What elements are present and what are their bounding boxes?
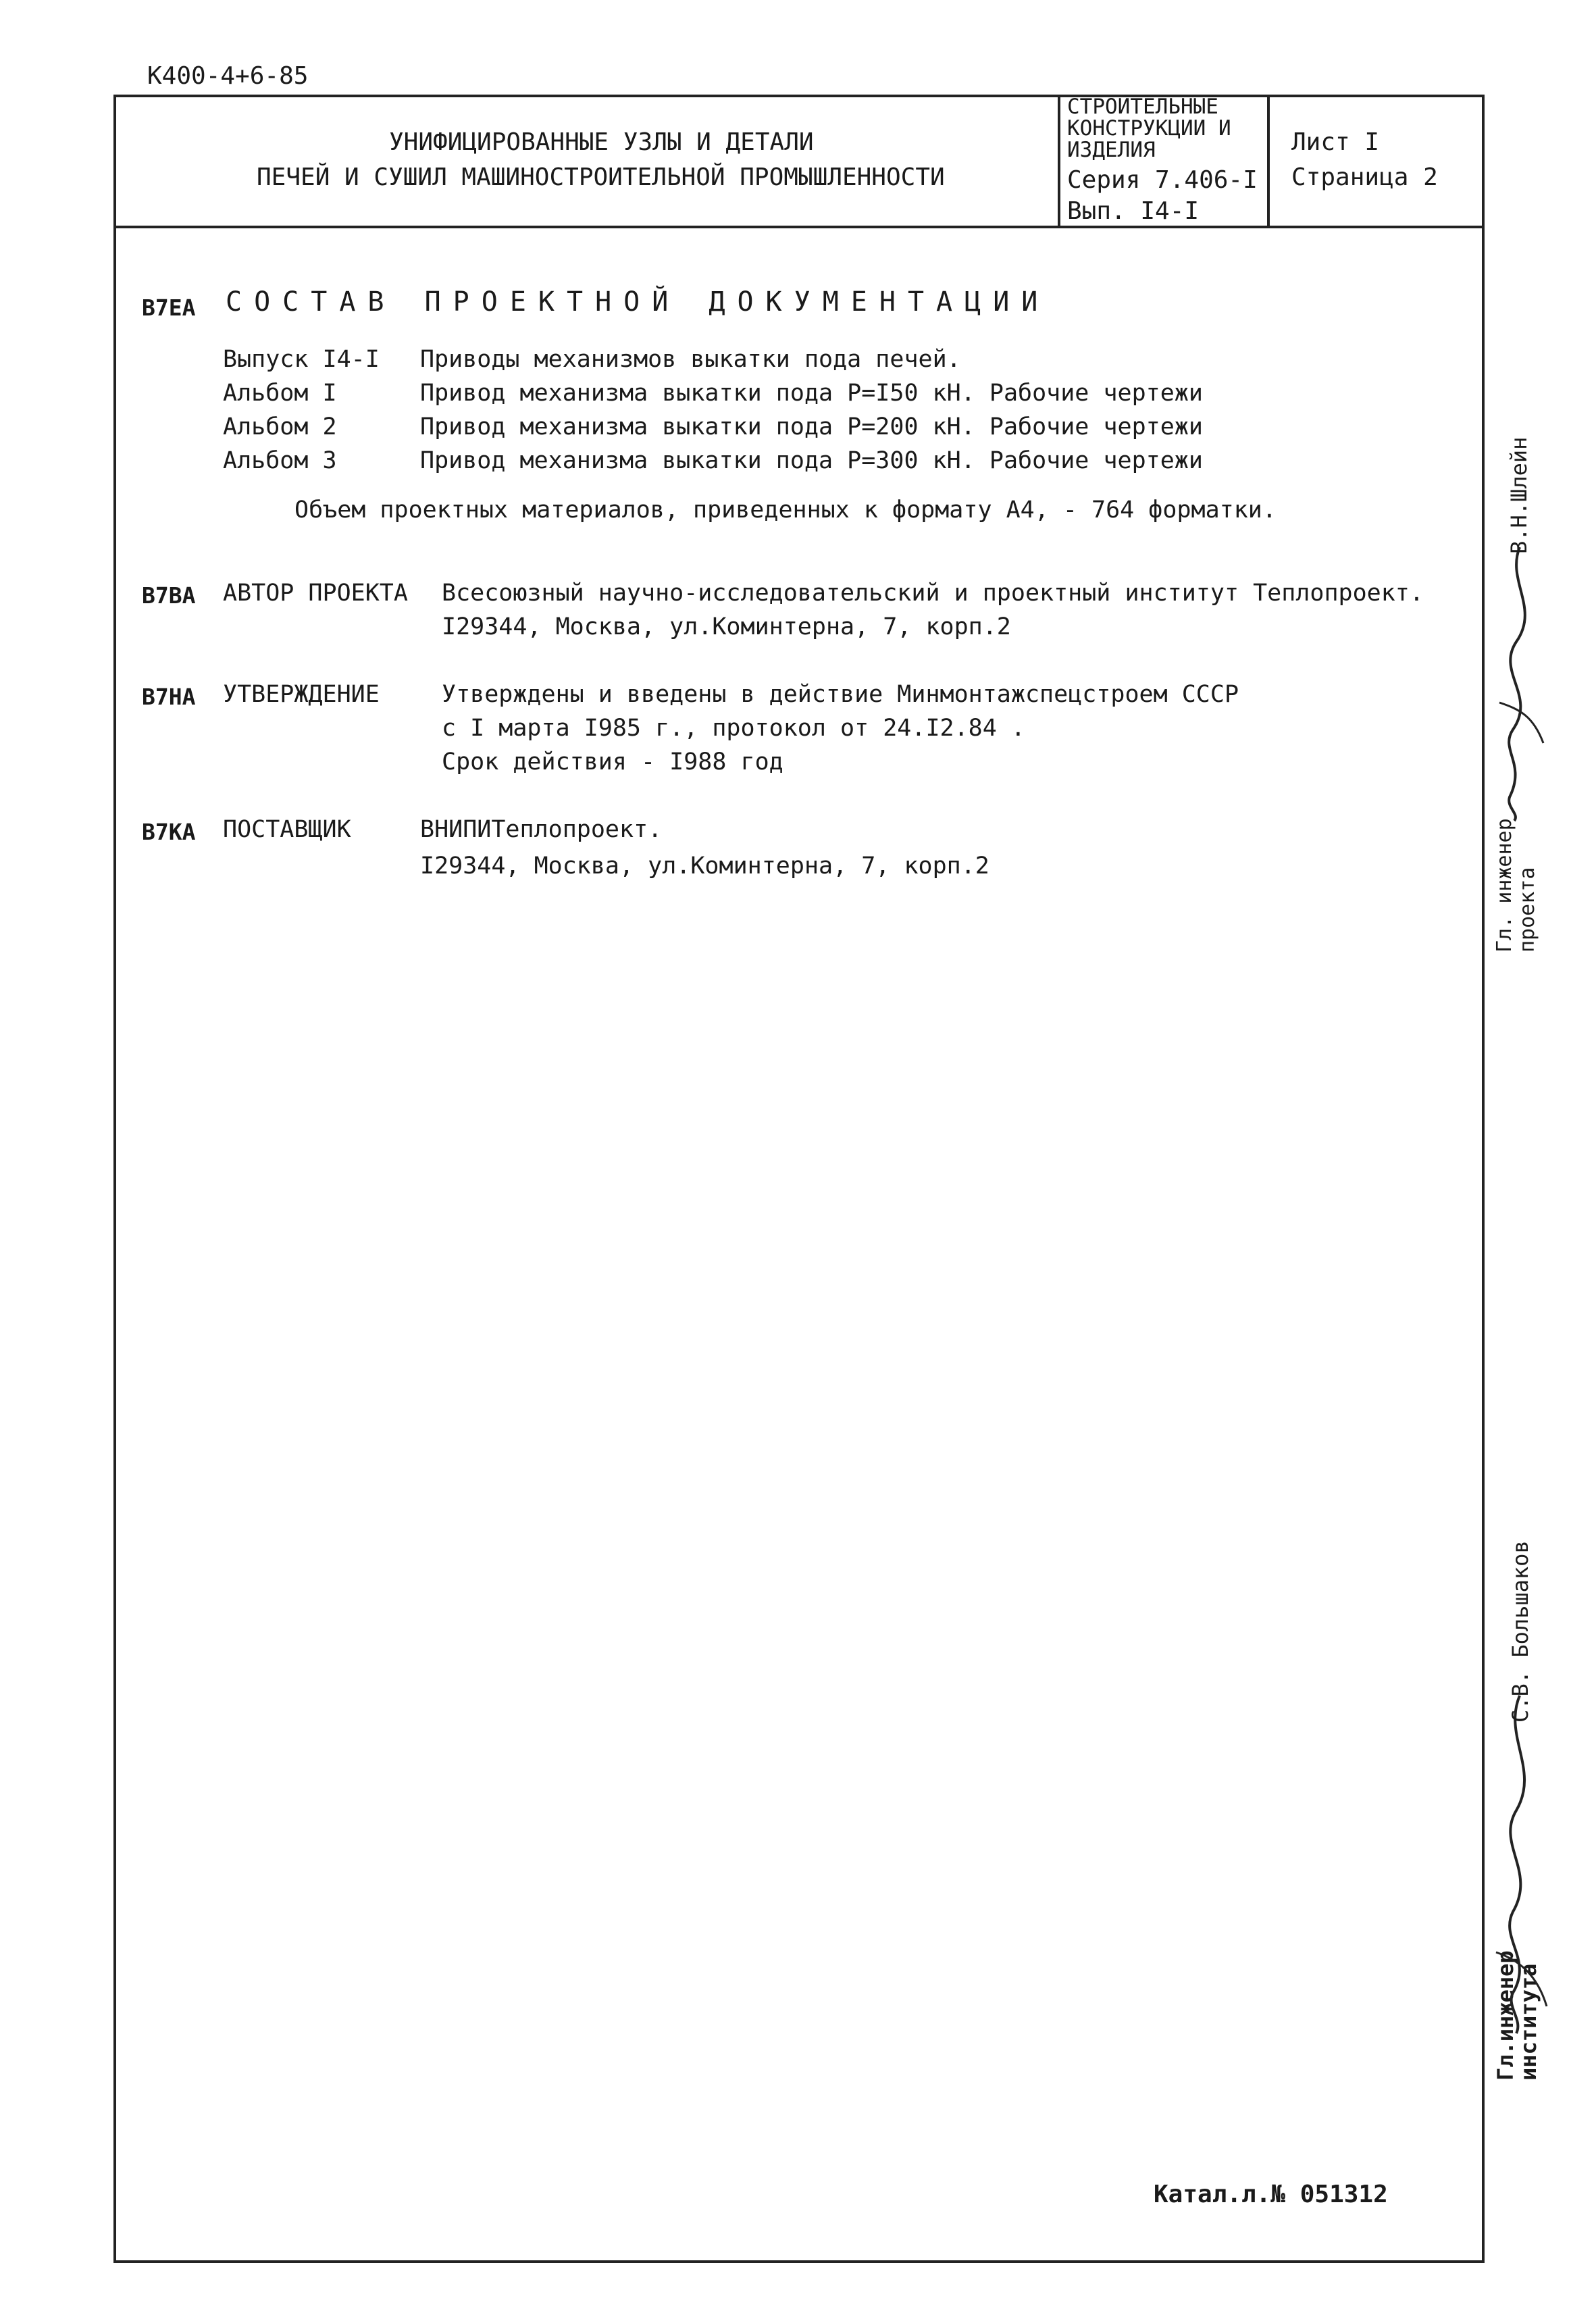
institute-engineer-signature — [1483, 1689, 1557, 2040]
header-category-line-1: СТРОИТЕЛЬНЫЕ — [1067, 95, 1218, 119]
approval-code: В7НА — [142, 684, 196, 710]
project-engineer-signature — [1479, 540, 1560, 824]
composition-item-text-2: Привод механизма выкатки пода Р=I50 кН. Рабочие чертежи — [420, 380, 1203, 407]
header-sheet: Лист I — [1291, 128, 1380, 156]
composition-item-label-3: Альбом 2 — [223, 413, 337, 440]
supplier-line-2: I29344, Москва, ул.Коминтерна, 7, корп.2 — [420, 853, 989, 880]
header-page: Страница 2 — [1291, 163, 1438, 191]
author-line-1: Всесоюзный научно-исследовательский и проектный институт Теплопроект. — [442, 580, 1424, 607]
composition-item-label-2: Альбом I — [223, 380, 337, 407]
header-category-line-2: КОНСТРУКЦИИ И — [1067, 116, 1231, 141]
approval-line-3: Срок действия - I988 год — [442, 748, 783, 776]
project-engineer-role-1: Гл. инженер — [1493, 818, 1516, 952]
header-title-line-1: УНИФИЦИРОВАННЫЕ УЗЛЫ И ДЕТАЛИ — [389, 128, 814, 156]
composition-item-label-1: Выпуск I4-I — [223, 346, 380, 373]
document-code: К400-4+6-85 — [147, 62, 309, 90]
header-category-line-3: ИЗДЕЛИЯ — [1067, 138, 1156, 162]
header-divider-2 — [1267, 95, 1270, 228]
institute-engineer-name: С.В. Большаков — [1508, 1540, 1533, 1723]
institute-engineer-role-1: Гл.инженер — [1493, 1950, 1518, 2081]
approval-label: УТВЕРЖДЕНИЕ — [223, 681, 380, 708]
approval-line-2: с I марта I985 г., протокол от 24.I2.84 . — [442, 715, 1025, 742]
header-title-line-2: ПЕЧЕЙ И СУШИЛ МАШИНОСТРОИТЕЛЬНОЙ ПРОМЫШЛЕННОСТИ — [257, 163, 945, 191]
composition-item-text-1: Приводы механизмов выкатки пода печей. — [420, 346, 961, 373]
header-bottom-rule — [113, 226, 1485, 228]
composition-code: В7ЕА — [142, 295, 196, 321]
composition-heading: СОСТАВ ПРОЕКТНОЙ ДОКУМЕНТАЦИИ — [226, 286, 1050, 317]
project-engineer-role-2: проекта — [1516, 867, 1539, 952]
composition-volume-note: Объем проектных материалов, приведенных к формату А4, - 764 форматки. — [294, 497, 1277, 524]
catalog-number: Катал.л.№ 051312 — [1154, 2181, 1388, 2208]
supplier-label: ПОСТАВЩИК — [223, 816, 351, 843]
composition-item-text-3: Привод механизма выкатки пода Р=200 кН. Рабочие чертежи — [420, 413, 1203, 440]
supplier-line-1: ВНИПИТеплопроект. — [420, 816, 663, 843]
composition-item-text-4: Привод механизма выкатки пода Р=300 кН. Рабочие чертежи — [420, 447, 1203, 474]
approval-line-1: Утверждены и введены в действие Минмонтажспецстроем СССР — [442, 681, 1239, 708]
institute-engineer-role-2: института — [1516, 1963, 1541, 2081]
supplier-code: В7КА — [142, 819, 196, 845]
author-code: В7ВА — [142, 582, 196, 609]
author-line-2: I29344, Москва, ул.Коминтерна, 7, корп.2 — [442, 613, 1011, 640]
header-issue: Вып. I4-I — [1067, 197, 1200, 225]
project-engineer-name: В.Н.Шлейн — [1506, 436, 1532, 554]
header-divider-1 — [1058, 95, 1060, 228]
author-label: АВТОР ПРОЕКТА — [223, 580, 408, 607]
header-series: Серия 7.406-I — [1067, 166, 1258, 194]
composition-item-label-4: Альбом 3 — [223, 447, 337, 474]
